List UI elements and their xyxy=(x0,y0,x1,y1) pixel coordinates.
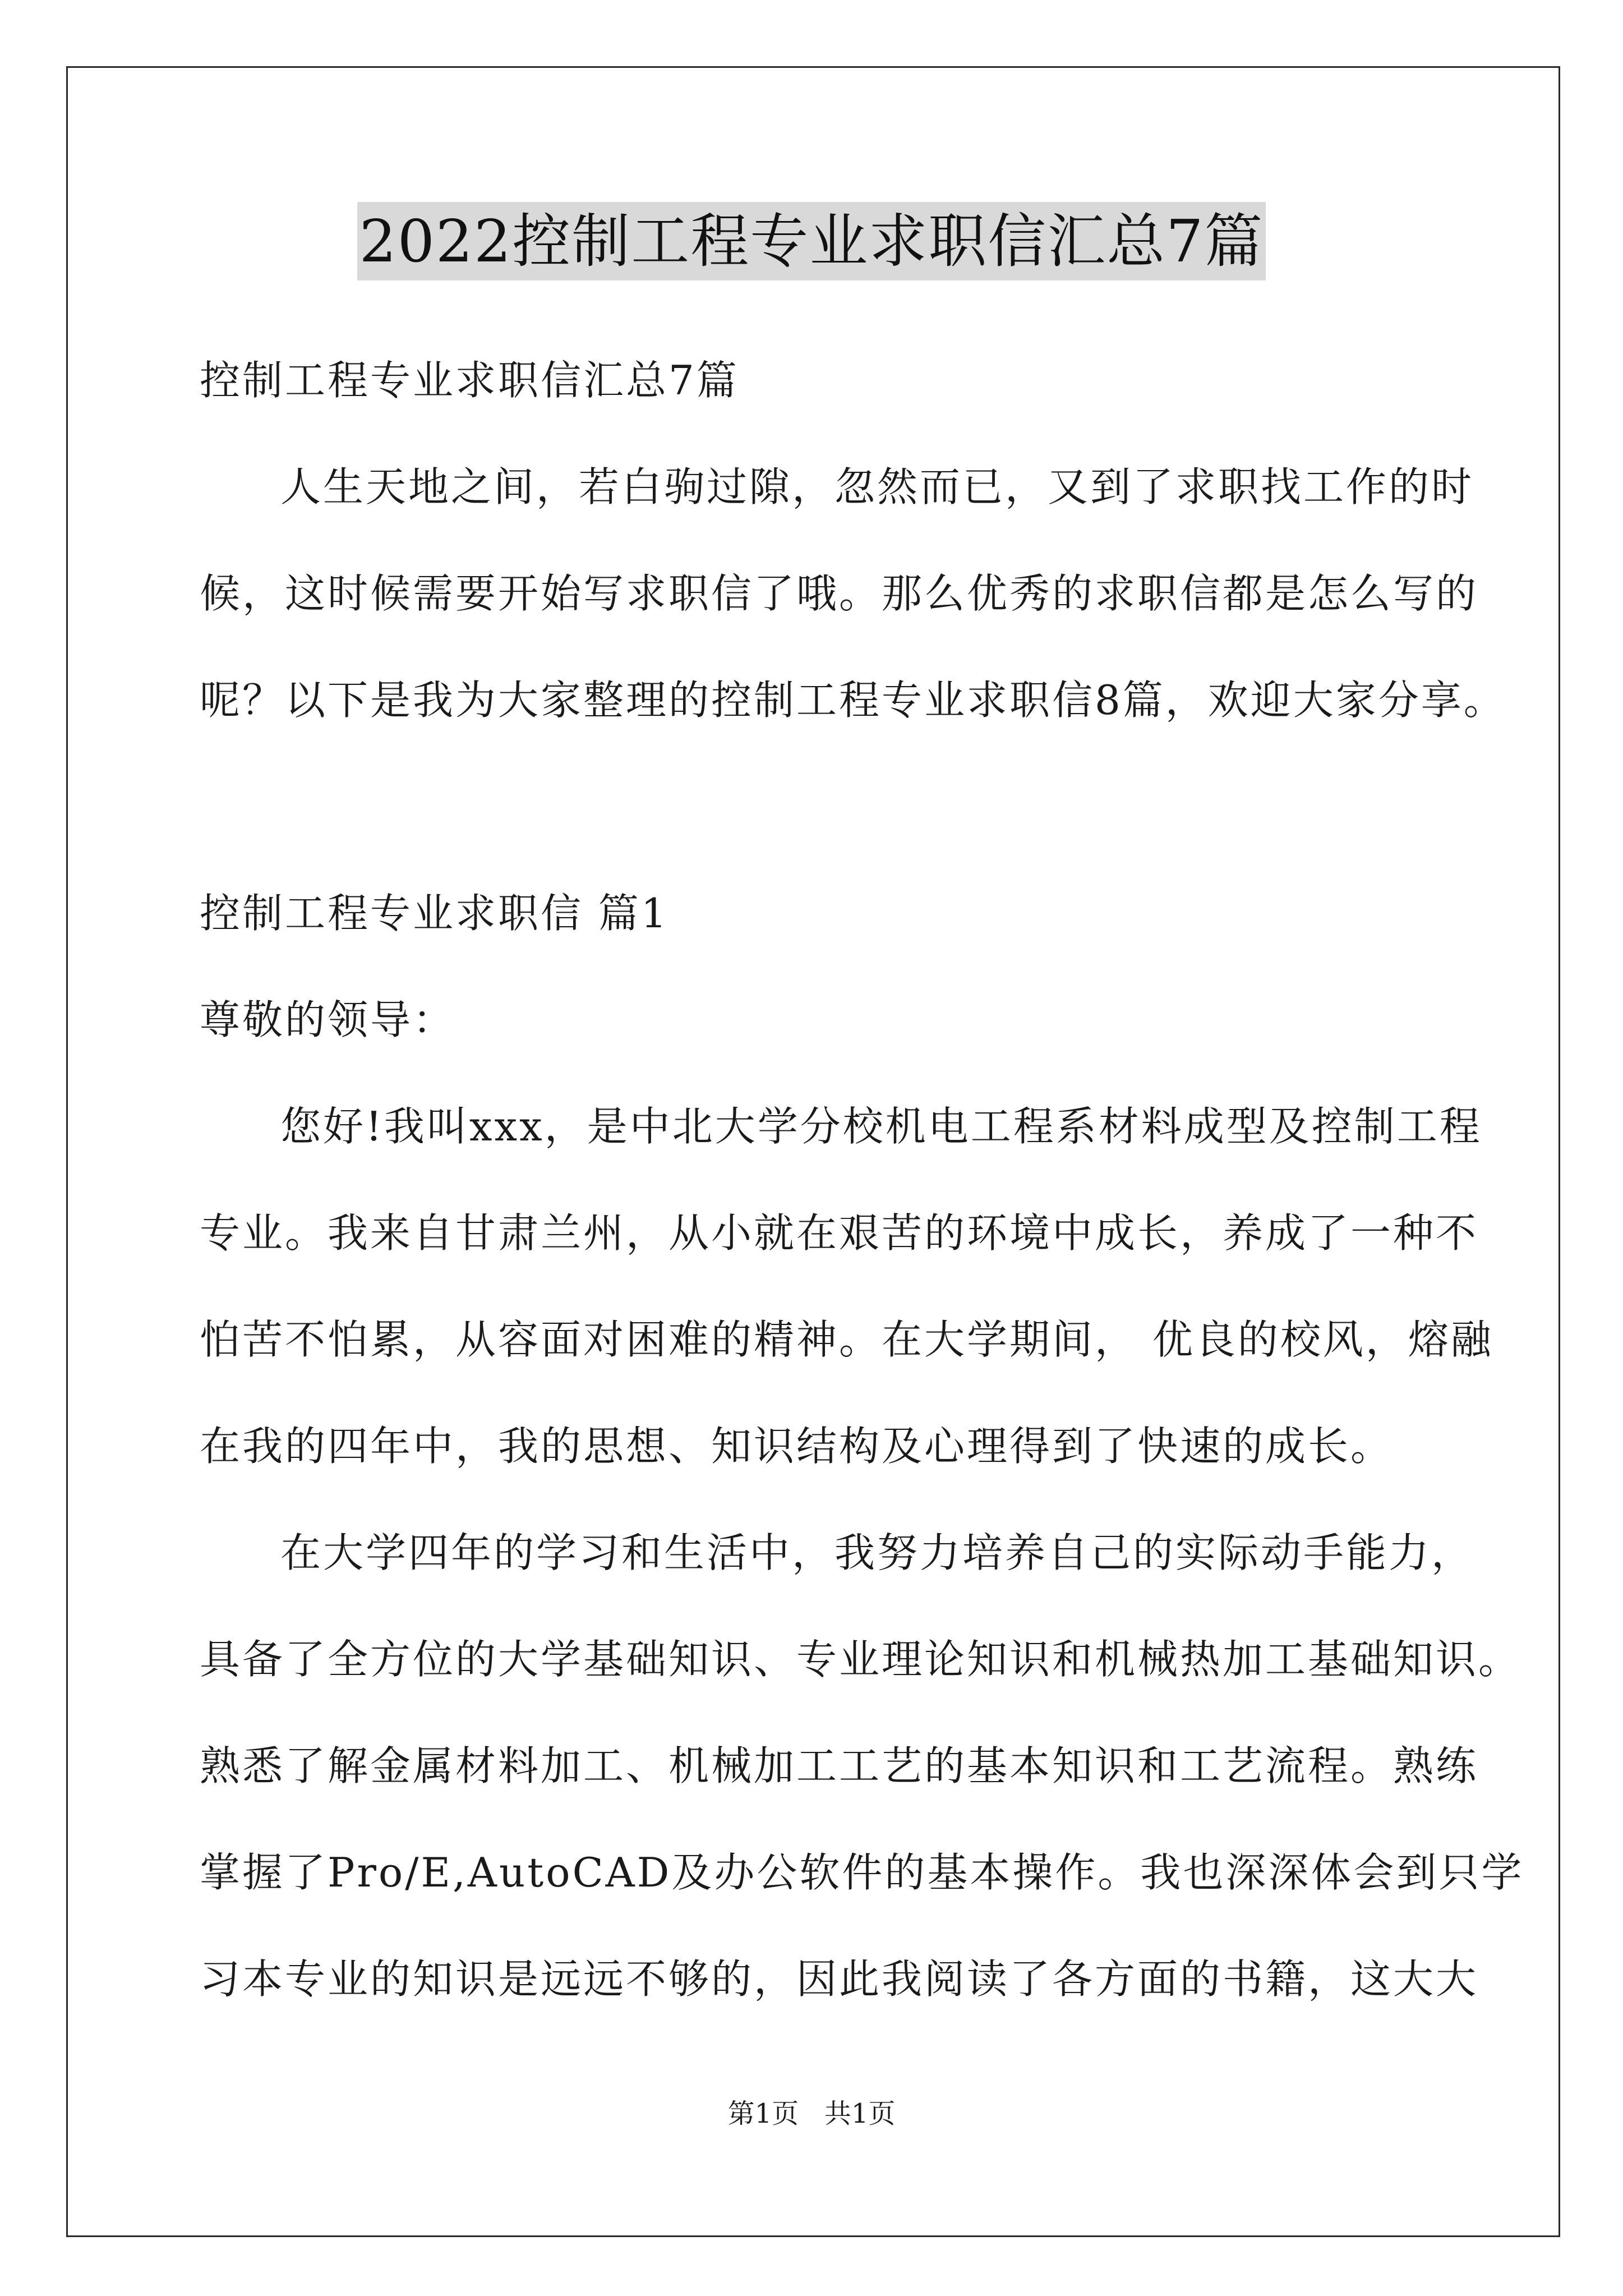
paragraph1-line-4: 在我的四年中，我的思想、知识结构及心理得到了快速的成长。 xyxy=(200,1423,1394,1470)
paragraph2-line-4: 掌握了Pro/E,AutoCAD及办公软件的基本操作。我也深深体会到只学 xyxy=(200,1849,1524,1896)
intro-line-3: 呢？以下是我为大家整理的控制工程专业求职信8篇，欢迎大家分享。 xyxy=(200,677,1506,724)
intro-line-1: 人生天地之间，若白驹过隙，忽然而已，又到了求职找工作的时 xyxy=(280,463,1474,510)
paragraph2-line-1: 在大学四年的学习和生活中，我努力培养自己的实际动手能力， xyxy=(280,1529,1474,1576)
document-subtitle: 控制工程专业求职信汇总7篇 xyxy=(200,357,739,404)
intro-line-2: 候，这时候需要开始写求职信了哦。那么优秀的求职信都是怎么写的 xyxy=(200,570,1479,617)
paragraph1-line-1: 您好!我叫xxx，是中北大学分校机电工程系材料成型及控制工程 xyxy=(280,1103,1482,1150)
section-heading: 控制工程专业求职信 篇1 xyxy=(200,890,669,937)
salutation: 尊敬的领导： xyxy=(200,996,456,1043)
page-footer: 第1页 共1页 xyxy=(727,2098,896,2129)
paragraph1-line-3: 怕苦不怕累，从容面对困难的精神。在大学期间， 优良的校风，熔融 xyxy=(200,1316,1493,1363)
paragraph2-line-3: 熟悉了解金属材料加工、机械加工工艺的基本知识和工艺流程。熟练 xyxy=(200,1742,1479,1789)
document-title: 2022控制工程专业求职信汇总7篇 xyxy=(357,202,1266,280)
title-container xyxy=(0,202,1623,280)
paragraph2-line-2: 具备了全方位的大学基础知识、专业理论知识和机械热加工基础知识。 xyxy=(200,1636,1521,1683)
paragraph1-line-2: 专业。我来自甘肃兰州，从小就在艰苦的环境中成长，养成了一种不 xyxy=(200,1209,1479,1257)
paragraph2-line-5: 习本专业的知识是远远不够的，因此我阅读了各方面的书籍，这大大 xyxy=(200,1955,1479,2003)
